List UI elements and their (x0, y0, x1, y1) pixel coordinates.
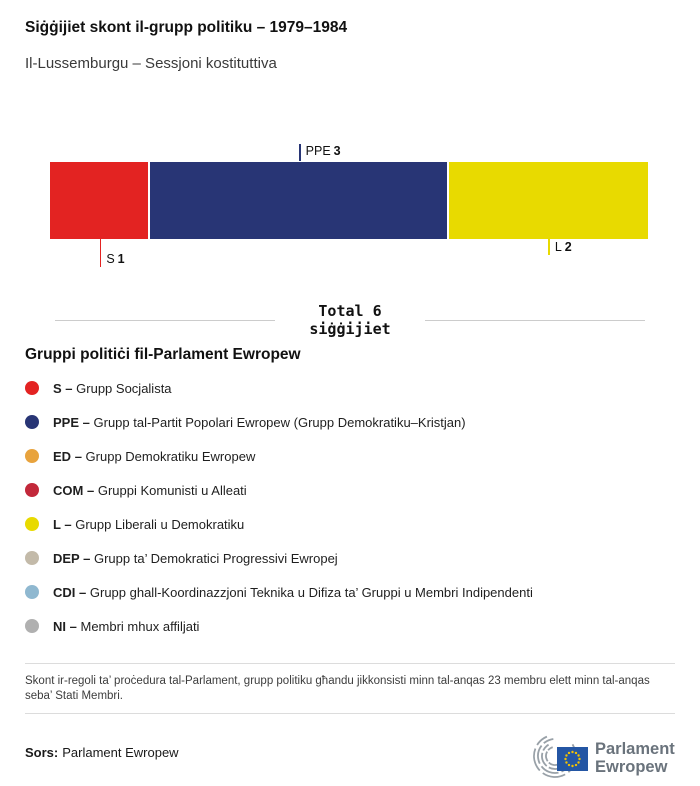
legend-item-ppe (25, 405, 675, 439)
bar-callout-l (548, 239, 571, 255)
logo-text-line2: Ewropew (595, 758, 668, 776)
legend-item-com (25, 473, 675, 507)
legend-dot (25, 517, 39, 531)
total-line2: siġġijiet (309, 319, 391, 338)
bar-callout-s (100, 239, 125, 267)
legend-dot (25, 415, 39, 429)
legend-item-dep (25, 541, 675, 575)
footnote-rule-top (25, 663, 675, 664)
callout-label: L 2 (554, 240, 572, 254)
footnote-rule-bottom (25, 713, 675, 714)
callout-tick (548, 239, 550, 255)
legend-dot (25, 381, 39, 395)
legend-item-cdi (25, 575, 675, 609)
legend-list (25, 371, 675, 643)
bar-callout-ppe (299, 144, 340, 161)
footer (25, 726, 675, 778)
legend-label: NI – Membri mhux affiljati (53, 618, 200, 634)
chart-area (50, 144, 648, 279)
bar-segment-ppe (150, 162, 449, 239)
footnote-text: Skont ir-regoli ta’ proċedura tal-Parlament, grupp politiku għandu jikkonsisti minn tal-anqas 23 membru elett minn tal-anqas seba’ Stati Membri. (25, 675, 650, 702)
ep-logo-graphic (517, 726, 675, 778)
divider-line-right (425, 320, 645, 321)
source-line (25, 745, 179, 760)
legend-item-s (25, 371, 675, 405)
eu-flag (557, 747, 588, 771)
bar-segment-s (50, 162, 150, 239)
callout-tick (100, 239, 102, 267)
callout-tick (299, 144, 301, 161)
legend-label: L – Grupp Liberali u Demokratiku (53, 516, 245, 532)
page-subtitle: Il-Lussemburgu – Sessjoni kostituttiva (25, 55, 277, 72)
logo-text-line1: Parlament (595, 740, 675, 758)
source-value: Parlament Ewropew (62, 744, 179, 760)
legend-label: PPE – Grupp tal-Partit Popolari Ewropew (Grupp Demokratiku–Kristjan) (53, 414, 466, 430)
total-seats-label (309, 303, 390, 338)
legend-label: S – Grupp Socjalista (53, 380, 172, 396)
legend-item-ni (25, 609, 675, 643)
callout-label: S 1 (106, 252, 125, 266)
stacked-bar (50, 162, 648, 239)
logo-wordmark (595, 740, 675, 776)
callout-label: PPE 3 (305, 144, 341, 158)
legend-label: CDI – Grupp ghall-Koordinazzjoni Teknika u Difiza ta’ Gruppi u Membri Indipendenti (53, 584, 533, 600)
source-label: Sors: (25, 744, 59, 760)
legend-dot (25, 449, 39, 463)
total-divider (55, 303, 645, 338)
divider-line-left (55, 320, 275, 321)
bar-segment-l (449, 162, 648, 239)
page-title: Siġġijiet skont il-grupp politiku – 1979–1984 (25, 19, 348, 36)
legend-heading: Gruppi politiċi fil-Parlament Ewropew (25, 346, 301, 363)
total-line1: Total 6 (318, 302, 382, 320)
legend-label: ED – Grupp Demokratiku Ewropew (53, 448, 256, 464)
legend-label: DEP – Grupp ta’ Demokratici Progressivi Ewropej (53, 550, 338, 566)
european-parliament-logo (517, 726, 675, 778)
legend-dot (25, 483, 39, 497)
legend-item-ed (25, 439, 675, 473)
legend-dot (25, 551, 39, 565)
legend-item-l (25, 507, 675, 541)
legend-dot (25, 585, 39, 599)
legend-label: COM – Gruppi Komunisti u Alleati (53, 482, 247, 498)
legend-dot (25, 619, 39, 633)
